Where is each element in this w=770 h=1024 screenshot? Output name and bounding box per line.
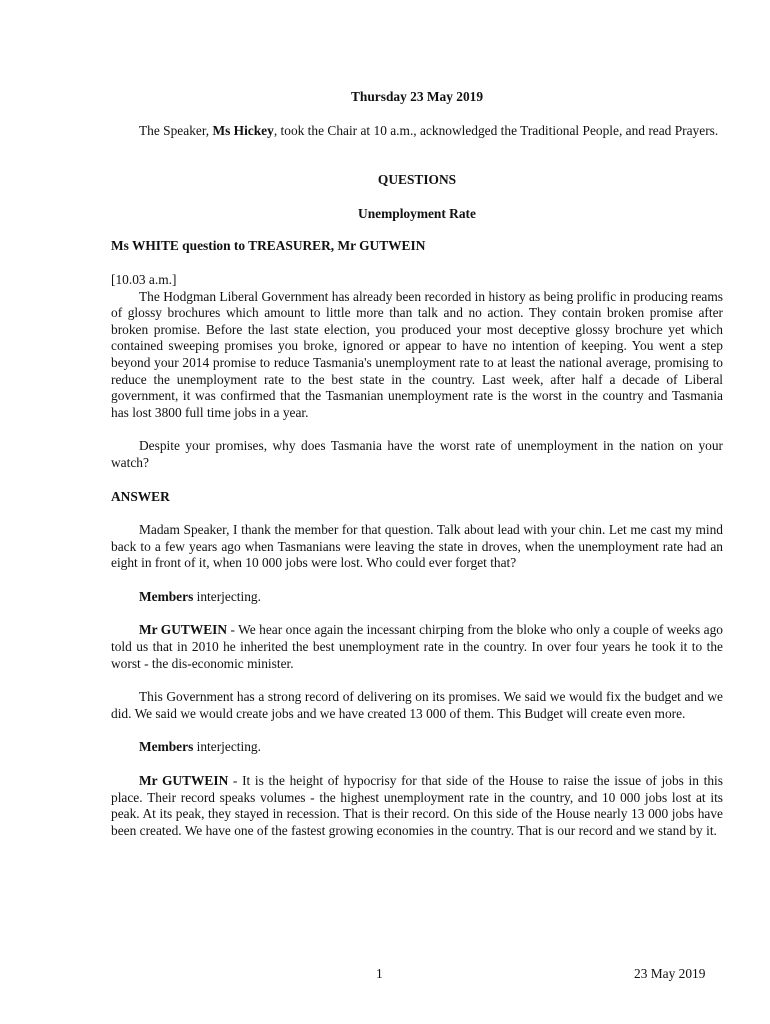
section-heading: QUESTIONS	[377, 172, 457, 188]
speaker-name: Ms Hickey	[212, 122, 274, 138]
interjection-1	[111, 589, 723, 606]
interjection-speaker: Members	[139, 739, 194, 755]
gutwein-paragraph-1	[111, 622, 723, 672]
opening-paragraph	[111, 123, 723, 140]
gutwein-speaker: Mr GUTWEIN	[139, 622, 228, 638]
interjection-text: interjecting.	[193, 739, 261, 755]
answer-heading: ANSWER	[111, 488, 170, 504]
interjection-text: interjecting.	[193, 588, 261, 604]
gutwein-speaker: Mr GUTWEIN	[139, 773, 229, 789]
question-ask: Despite your promises, why does Tasmania have the worst rate of unemployment in the nation on your watch?	[111, 438, 723, 470]
answer-paragraph-1: Madam Speaker, I thank the member for that question. Talk about lead with your chin. Let me cast my mind back to a few years ago when Tasmanians were leaving the state in droves, when the unemployment rate had an eight in front of it, when 10 000 jobs were lost. Who could ever forget that?	[111, 522, 723, 571]
interjection-speaker: Members	[139, 588, 194, 604]
answer-paragraph-2: This Government has a strong record of delivering on its promises. We said we would fix the budget and we did. We said we would create jobs and we have created 13 000 of them. This Budget will create even more.	[111, 689, 723, 721]
footer-date: 23 May 2019	[634, 966, 706, 981]
gutwein-text: - We hear once again the incessant chirping from the bloke who only a couple of weeks ago told us that in 2010 he inherited the best unemployment rate in the country. In over four years he took it to the worst - the dis-economic minister.	[111, 622, 723, 671]
topic-heading: Unemployment Rate	[358, 205, 476, 221]
question-line: Ms WHITE question to TREASURER, Mr GUTWEIN	[111, 238, 426, 254]
date-heading: Thursday 23 May 2019	[350, 89, 484, 104]
opening-after: , took the Chair at 10 a.m., acknowledged the Traditional People, and read Prayers.	[273, 122, 719, 138]
question-body: The Hodgman Liberal Government has already been recorded in history as being prolific in producing reams of glossy brochures which amount to little more than talk and no action. They contain broken promise after broken promise. Before the last state election, you produced your most deceptive glossy brochure yet which contained sweeping promises you broke, ignored or appear to have no intention of keeping. You went a step beyond your 2014 promise to reduce Tasmania's unemployment rate to at least the national average, promising to reduce the unemployment rate to the best state in the country. Last week, after half a decade of Liberal government, it was confirmed that the Tasmanian unemployment rate is the worst in the country and Tasmania has lost 3800 full time jobs in a year.	[111, 288, 723, 420]
gutwein-text: - It is the height of hypocrisy for that side of the House to raise the issue of jobs in this place. Their record speaks volumes - the highest unemployment rate in the country, and 10 000 jobs lost at its peak. At its peak, they stayed in recession. That is their record. On this side of the House nearly 13 000 jobs have been created. We have one of the fastest growing economies in the country. That is our record and we stand by it.	[111, 773, 723, 838]
interjection-2	[111, 739, 723, 756]
gutwein-paragraph-2	[111, 773, 723, 839]
page-content	[111, 89, 723, 839]
page-number: 1	[376, 966, 383, 981]
opening-before: The Speaker,	[139, 122, 213, 138]
time-stamp: [10.03 a.m.]	[111, 271, 177, 287]
